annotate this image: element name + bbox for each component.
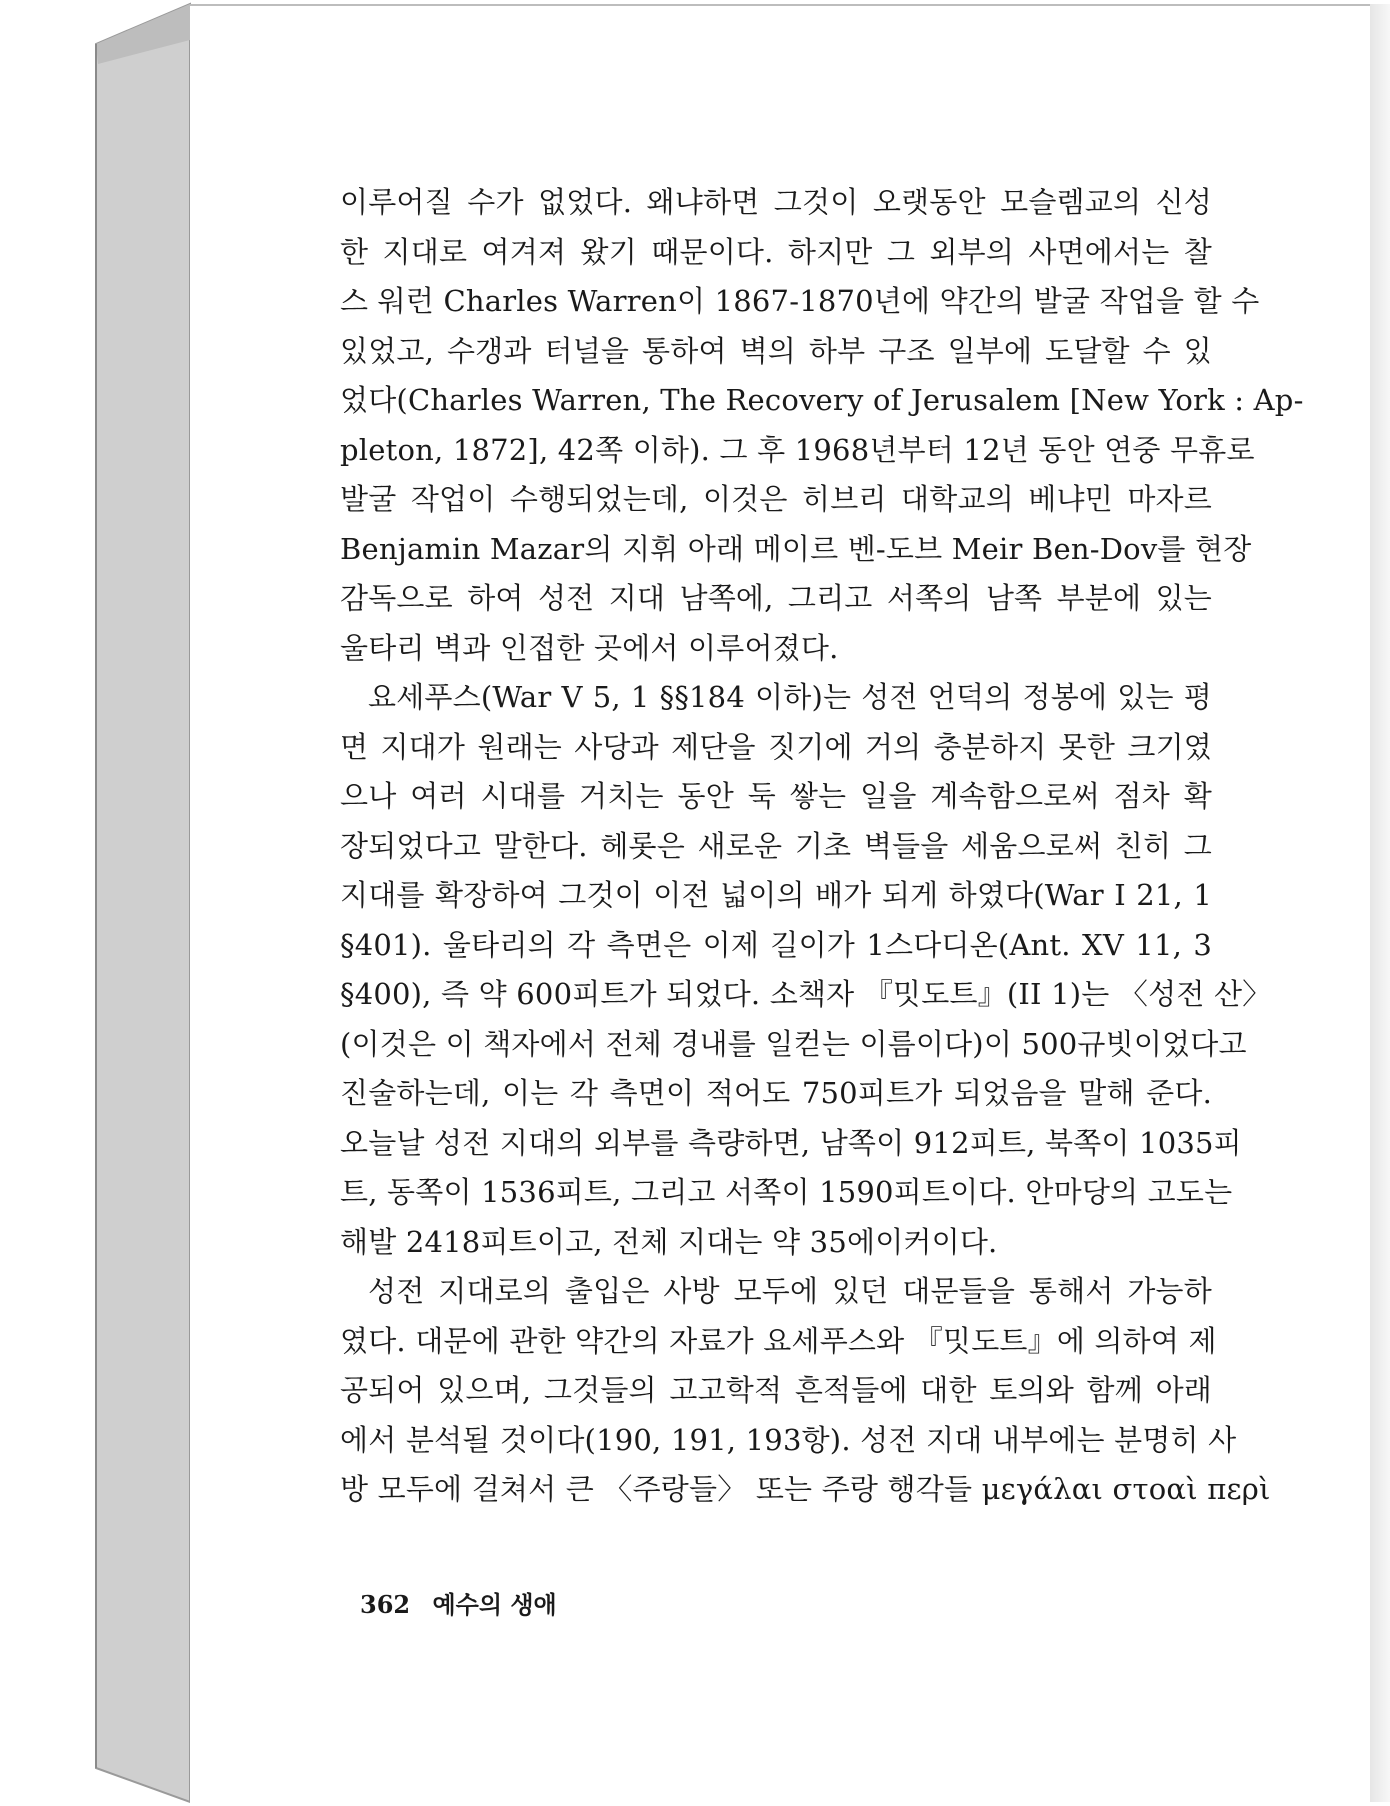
text-line: 트, 동쪽이 1536피트, 그리고 서쪽이 1590피트이다. 안마당의 고도는 bbox=[340, 1175, 1233, 1209]
text-line: 였다. 대문에 관한 약간의 자료가 요세푸스와 『밋도트』에 의하여 제 bbox=[340, 1323, 1217, 1358]
text-line: 에서 분석될 것이다(190, 191, 193항). 성전 지대 내부에는 분명히 사 bbox=[340, 1422, 1237, 1457]
text-line: 있었고, 수갱과 터널을 통하여 벽의 하부 구조 일부에 도달할 수 있 bbox=[340, 333, 1212, 368]
text-line: §400), 즉 약 600피트가 되었다. 소책자 『밋도트』(II 1)는 〈성전 산〉 bbox=[340, 977, 1272, 1011]
text-line: 공되어 있으며, 그것들의 고고학적 흔적들에 대한 토의와 함께 아래 bbox=[340, 1373, 1212, 1407]
text-line: 스 워런 Charles Warren이 1867-1870년에 약간의 발굴 작업을 할 수 bbox=[340, 284, 1260, 318]
text-line: 었다(Charles Warren, The Recovery of Jerusalem [New York : Ap- bbox=[340, 383, 1304, 417]
text-line: 한 지대로 여겨져 왔기 때문이다. 하지만 그 외부의 사면에서는 찰 bbox=[340, 234, 1212, 269]
text-line: 오늘날 성전 지대의 외부를 측량하면, 남쪽이 912피트, 북쪽이 1035피 bbox=[340, 1125, 1242, 1160]
text-line: Benjamin Mazar의 지휘 아래 메이르 벤-도브 Meir Ben-Dov를 현장 bbox=[340, 531, 1252, 566]
text-line: §401). 울타리의 각 측면은 이제 길이가 1스다디온(Ant. XV 11, 3 bbox=[340, 927, 1212, 962]
page-number: 362 bbox=[360, 1590, 411, 1619]
text-line: 발굴 작업이 수행되었는데, 이것은 히브리 대학교의 베냐민 마자르 bbox=[340, 482, 1212, 516]
text-line: 으나 여러 시대를 거치는 동안 둑 쌓는 일을 계속함으로써 점차 확 bbox=[340, 779, 1212, 813]
text-line: 장되었다고 말한다. 헤롯은 새로운 기초 벽들을 세움으로써 친히 그 bbox=[340, 828, 1212, 863]
text-line: 성전 지대로의 출입은 사방 모두에 있던 대문들을 통해서 가능하 bbox=[368, 1274, 1212, 1308]
text-line: 해발 2418피트이고, 전체 지대는 약 35에이커이다. bbox=[340, 1224, 998, 1259]
text-line: 감독으로 하여 성전 지대 남쪽에, 그리고 서쪽의 남쪽 부분에 있는 bbox=[340, 581, 1212, 615]
page-footer bbox=[360, 1585, 571, 1620]
body-text bbox=[340, 178, 1304, 1518]
text-line: 울타리 벽과 인접한 곳에서 이루어졌다. bbox=[340, 630, 839, 665]
text-line: pleton, 1872], 42쪽 이하). 그 후 1968년부터 12년 동안 연중 무휴로 bbox=[340, 432, 1255, 467]
text-line: 이루어질 수가 없었다. 왜냐하면 그것이 오랫동안 모슬렘교의 신성 bbox=[340, 185, 1212, 219]
page-edge-shadow bbox=[1370, 4, 1390, 1802]
text-line: 진술하는데, 이는 각 측면이 적어도 750피트가 되었음을 말해 준다. bbox=[340, 1076, 1212, 1110]
running-title: 예수의 생애 bbox=[432, 1590, 557, 1619]
text-line: 면 지대가 원래는 사당과 제단을 짓기에 거의 충분하지 못한 크기였 bbox=[340, 729, 1212, 764]
text-line: 방 모두에 걸쳐서 큰 〈주랑들〉 또는 주랑 행각들 μεγάλαι στοαὶ περὶ bbox=[340, 1472, 1271, 1506]
text-line: 지대를 확장하여 그것이 이전 넓이의 배가 되게 하였다(War I 21, 1 bbox=[340, 878, 1212, 912]
text-line: (이것은 이 책자에서 전체 경내를 일컫는 이름이다)이 500규빗이었다고 bbox=[340, 1026, 1247, 1061]
text-line: 요세푸스(War V 5, 1 §§184 이하)는 성전 언덕의 정봉에 있는 평 bbox=[368, 680, 1212, 714]
